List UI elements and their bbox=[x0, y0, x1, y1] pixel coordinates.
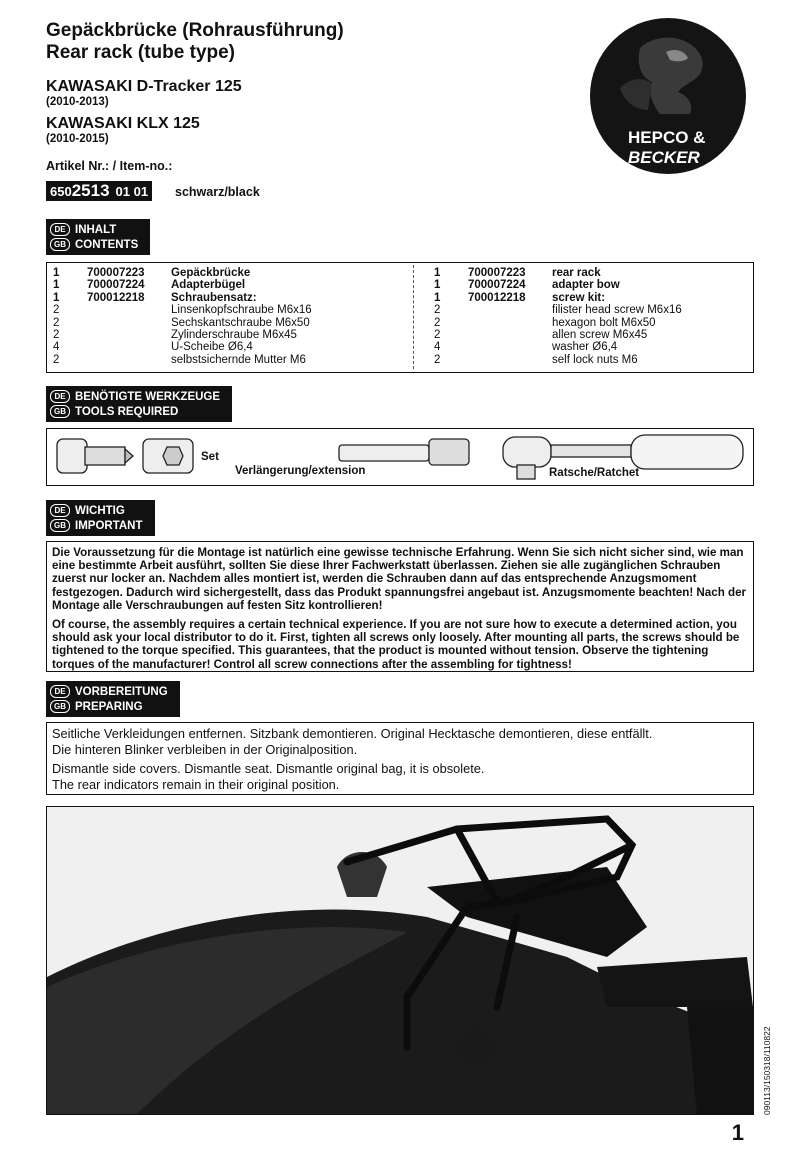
part-qty: 1 bbox=[434, 291, 441, 304]
part-no bbox=[87, 354, 171, 366]
part-qty: 1 bbox=[434, 267, 441, 279]
part-no: 700007223 bbox=[87, 267, 145, 279]
parts-row bbox=[434, 341, 772, 353]
item-prefix: 650 bbox=[50, 184, 72, 199]
de-flag-icon: DE bbox=[50, 504, 70, 517]
part-no bbox=[87, 341, 171, 353]
important-text-de: Die Voraussetzung für die Montage ist natürlich eine gewisse technische Erfahrung. Wenn Sie sich nicht sicher sind, wie man eine bestimmte Arbeit ausführt, sollten Sie diese Ihrer Fachwerkstatt überlassen. Ziehen sie alle zugänglichen Schrauben zuerst nur locker an. Nachdem alles montiert ist, werden die Schrauben dann auf das entsprechende Anzugsmoment festgezogen. Dadurch wird sichergestellt, dass das Produkt spannungsfrei angebaut ist. Anzugsmomente beachten! Nach der Montage alle Verschraubungen auf festen Sitz kontrollieren! bbox=[52, 546, 747, 612]
gb-flag-icon: GB bbox=[50, 405, 70, 418]
hepco-becker-logo bbox=[590, 18, 746, 174]
section-contents bbox=[46, 219, 150, 255]
socket-2-icon bbox=[143, 439, 193, 473]
tools-gb: TOOLS REQUIRED bbox=[75, 405, 179, 418]
parts-row bbox=[434, 292, 772, 304]
important-box bbox=[46, 541, 754, 672]
part-desc: Schraubensatz: bbox=[171, 291, 257, 304]
rear-rack-photo bbox=[47, 807, 753, 1114]
section-tools bbox=[46, 386, 232, 422]
parts-row bbox=[53, 354, 391, 366]
parts-divider bbox=[413, 265, 415, 369]
title-de: Gepäckbrücke (Rohrausführung) bbox=[46, 20, 344, 41]
tool-set-label: Set bbox=[201, 451, 219, 463]
parts-row bbox=[53, 279, 391, 291]
logo-line2: BECKER bbox=[628, 148, 700, 167]
part-qty: 1 bbox=[434, 279, 441, 292]
part-desc: allen screw M6x45 bbox=[552, 329, 648, 342]
extension-icon bbox=[339, 439, 469, 465]
parts-table-en bbox=[434, 267, 772, 366]
part-qty: 2 bbox=[434, 353, 441, 366]
parts-row bbox=[53, 304, 391, 316]
part-no: 700007224 bbox=[87, 279, 145, 292]
part-qty: 2 bbox=[434, 329, 441, 342]
parts-row bbox=[434, 329, 772, 341]
important-text-en: Of course, the assembly requires a certain technical experience. If you are not sure how to execute a determined action, you should ask your local distributor to do it. First, tighten all screws only loosely. After mounting all parts, the screws should be tightened to the torque specified. This guarantees, that the product is mounted without tension. Observe the tightening torques of the manufacturer! Control all screw connections after the assembling for tightness! bbox=[52, 618, 740, 671]
de-flag-icon: DE bbox=[50, 390, 70, 403]
part-no bbox=[87, 304, 171, 316]
part-desc: Zylinderschraube M6x45 bbox=[171, 329, 297, 342]
part-no: 700007223 bbox=[468, 267, 526, 279]
model-1-years: (2010-2013) bbox=[46, 96, 109, 108]
part-desc: Gepäckbrücke bbox=[171, 267, 251, 279]
part-desc: Linsenkopfschraube M6x16 bbox=[171, 304, 312, 317]
part-desc: filister head screw M6x16 bbox=[552, 304, 682, 317]
part-desc: Sechskantschraube M6x50 bbox=[171, 316, 310, 329]
parts-row bbox=[434, 279, 772, 291]
item-number bbox=[46, 181, 152, 201]
parts-row bbox=[434, 317, 772, 329]
part-desc: screw kit: bbox=[552, 291, 606, 304]
document-code: 090113/150318/110822 bbox=[762, 1026, 772, 1115]
part-qty: 1 bbox=[53, 267, 60, 279]
part-no: 700012218 bbox=[87, 291, 145, 304]
preparing-de: VORBEREITUNG bbox=[75, 685, 168, 698]
part-qty: 2 bbox=[53, 353, 60, 366]
part-qty: 1 bbox=[53, 291, 60, 304]
parts-row bbox=[53, 317, 391, 329]
parts-row bbox=[434, 354, 772, 366]
section-important bbox=[46, 500, 155, 536]
part-qty: 2 bbox=[53, 304, 60, 317]
parts-row bbox=[53, 267, 391, 279]
prep-de-2: Die hinteren Blinker verbleiben in der Originalposition. bbox=[52, 741, 358, 757]
parts-row bbox=[53, 329, 391, 341]
parts-row bbox=[53, 292, 391, 304]
model-1-name: KAWASAKI D-Tracker 125 bbox=[46, 78, 242, 95]
prep-en-2: The rear indicators remain in their original position. bbox=[52, 776, 340, 792]
contents-gb: CONTENTS bbox=[75, 238, 139, 251]
tools-box bbox=[46, 428, 754, 486]
title-en: Rear rack (tube type) bbox=[46, 42, 236, 63]
part-desc: adapter bow bbox=[552, 279, 620, 292]
prep-en-1: Dismantle side covers. Dismantle seat. Dismantle original bag, it is obsolete. bbox=[52, 761, 485, 776]
important-de: WICHTIG bbox=[75, 504, 125, 517]
item-suffix: 01 01 bbox=[115, 184, 149, 199]
part-no: 700012218 bbox=[468, 291, 526, 304]
part-desc: hexagon bolt M6x50 bbox=[552, 316, 656, 329]
item-core: 2513 bbox=[71, 181, 110, 200]
part-no bbox=[468, 341, 552, 353]
tools-illustration bbox=[47, 429, 753, 485]
part-no bbox=[468, 317, 552, 329]
part-desc: U-Scheibe Ø6,4 bbox=[171, 341, 253, 354]
item-color: schwarz/black bbox=[175, 185, 260, 199]
important-gb: IMPORTANT bbox=[75, 519, 143, 532]
tools-de: BENÖTIGTE WERKZEUGE bbox=[75, 390, 221, 403]
parts-row bbox=[434, 267, 772, 279]
preparing-box bbox=[46, 722, 754, 795]
part-no: 700007224 bbox=[468, 279, 526, 292]
preparing-gb: PREPARING bbox=[75, 700, 143, 713]
part-qty: 2 bbox=[53, 316, 60, 329]
part-desc: washer Ø6,4 bbox=[552, 341, 618, 354]
de-flag-icon: DE bbox=[50, 223, 70, 236]
part-no bbox=[468, 354, 552, 366]
section-preparing bbox=[46, 681, 180, 717]
part-no bbox=[468, 329, 552, 341]
gb-flag-icon: GB bbox=[50, 238, 70, 251]
part-desc: rear rack bbox=[552, 267, 601, 279]
parts-row bbox=[434, 304, 772, 316]
part-qty: 1 bbox=[53, 279, 60, 292]
page-number: 1 bbox=[731, 1120, 744, 1145]
gb-flag-icon: GB bbox=[50, 519, 70, 532]
contents-de: INHALT bbox=[75, 223, 117, 236]
part-qty: 4 bbox=[434, 341, 441, 354]
part-desc: selbstsichernde Mutter M6 bbox=[171, 353, 306, 366]
part-qty: 4 bbox=[53, 341, 60, 354]
part-qty: 2 bbox=[434, 316, 441, 329]
model-2-years: (2010-2015) bbox=[46, 133, 109, 145]
logo-line1: HEPCO & bbox=[628, 128, 706, 147]
item-label: Artikel Nr.: / Item-no.: bbox=[46, 159, 173, 173]
part-qty: 2 bbox=[53, 329, 60, 342]
tool-extension-label: Verlängerung/extension bbox=[235, 465, 366, 477]
part-desc: Adapterbügel bbox=[171, 279, 246, 292]
part-no bbox=[87, 329, 171, 341]
part-no bbox=[468, 304, 552, 316]
gb-flag-icon: GB bbox=[50, 700, 70, 713]
part-qty: 2 bbox=[434, 304, 441, 317]
socket-icon bbox=[57, 439, 133, 473]
de-flag-icon: DE bbox=[50, 685, 70, 698]
part-desc: self lock nuts M6 bbox=[552, 353, 638, 366]
motorcycle-photo bbox=[46, 806, 754, 1115]
parts-table-de bbox=[53, 267, 391, 366]
tool-ratchet-label: Ratsche/Ratchet bbox=[549, 467, 640, 479]
prep-de-1: Seitliche Verkleidungen entfernen. Sitzbank demontieren. Original Hecktasche demontieren, diese entfällt. bbox=[52, 726, 653, 741]
part-no bbox=[87, 317, 171, 329]
model-2-name: KAWASAKI KLX 125 bbox=[46, 115, 200, 132]
parts-row bbox=[53, 341, 391, 353]
